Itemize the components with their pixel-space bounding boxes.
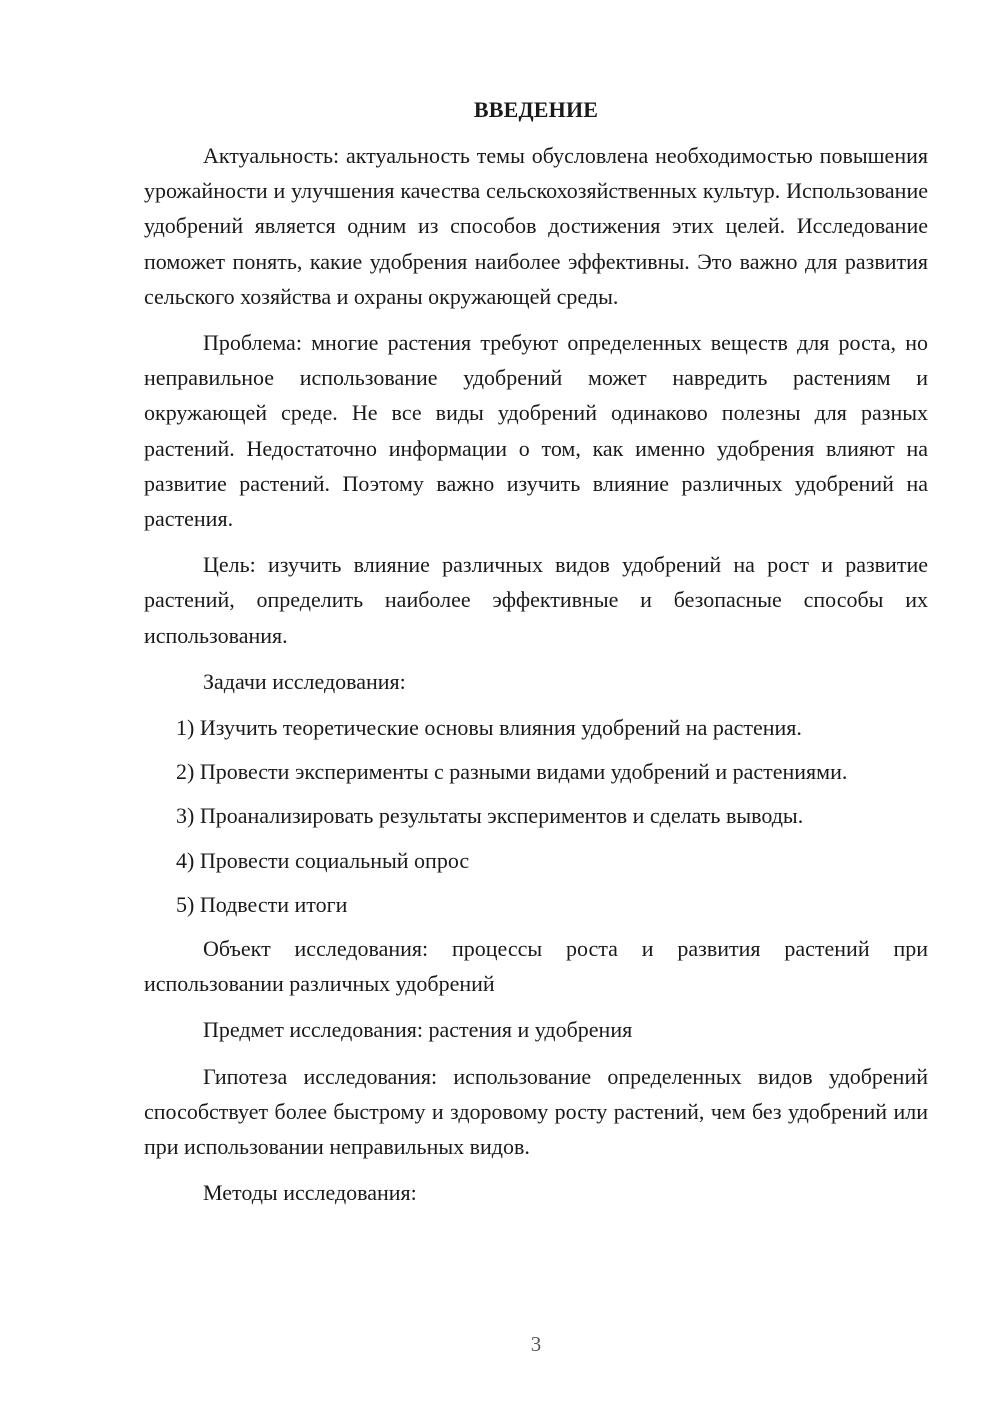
task-item: 5) Подвести итоги bbox=[176, 891, 348, 917]
page-number: 3 bbox=[530, 1332, 542, 1356]
methods-heading: Методы исследования: bbox=[203, 1180, 417, 1206]
task-item: 4) Провести социальный опрос bbox=[176, 847, 470, 873]
paragraph-subject: Предмет исследования: растения и удобрения bbox=[203, 1017, 633, 1043]
tasks-heading: Задачи исследования: bbox=[203, 668, 406, 694]
paragraph-hypothesis: Гипотеза исследования: использование определенных видов удобрений способствует более быстрому и здоровому росту растений, чем без удобрений или при использовании неправильных видов. bbox=[144, 1063, 928, 1160]
section-title: ВВЕДЕНИЕ bbox=[473, 97, 599, 122]
task-item: 3) Проанализировать результаты экспериментов и сделать выводы. bbox=[176, 803, 804, 829]
task-item: 1) Изучить теоретические основы влияния удобрений на растения. bbox=[176, 715, 802, 741]
paragraph-relevance: Актуальность: актуальность темы обусловлена необходимостью повышения урожайности и улучшения качества сельскохозяйственных культур. Использование удобрений является одним из способов достижения этих целей. Исследование поможет понять, какие удобрения наиболее эффективны. Это важно для развития сельского хозяйства и охраны окружающей среды. bbox=[144, 143, 928, 309]
paragraph-goal: Цель: изучить влияние различных видов удобрений на рост и развитие растений, определить наиболее эффективные и безопасные способы их использования. bbox=[144, 552, 928, 648]
task-item: 2) Провести эксперименты с разными видами удобрений и растениями. bbox=[176, 759, 848, 785]
paragraph-problem: Проблема: многие растения требуют определенных веществ для роста, но неправильное использование удобрений может навредить растениям и окружающей среде. Не все виды удобрений одинаково полезны для разных растений. Недостаточно информации о том, как именно удобрения влияют на развитие растений. Поэтому важно изучить влияние различных удобрений на растения. bbox=[144, 330, 928, 532]
paragraph-object: Объект исследования: процессы роста и развития растений при использовании различных удобрений bbox=[144, 936, 928, 997]
document-page bbox=[144, 92, 928, 1221]
